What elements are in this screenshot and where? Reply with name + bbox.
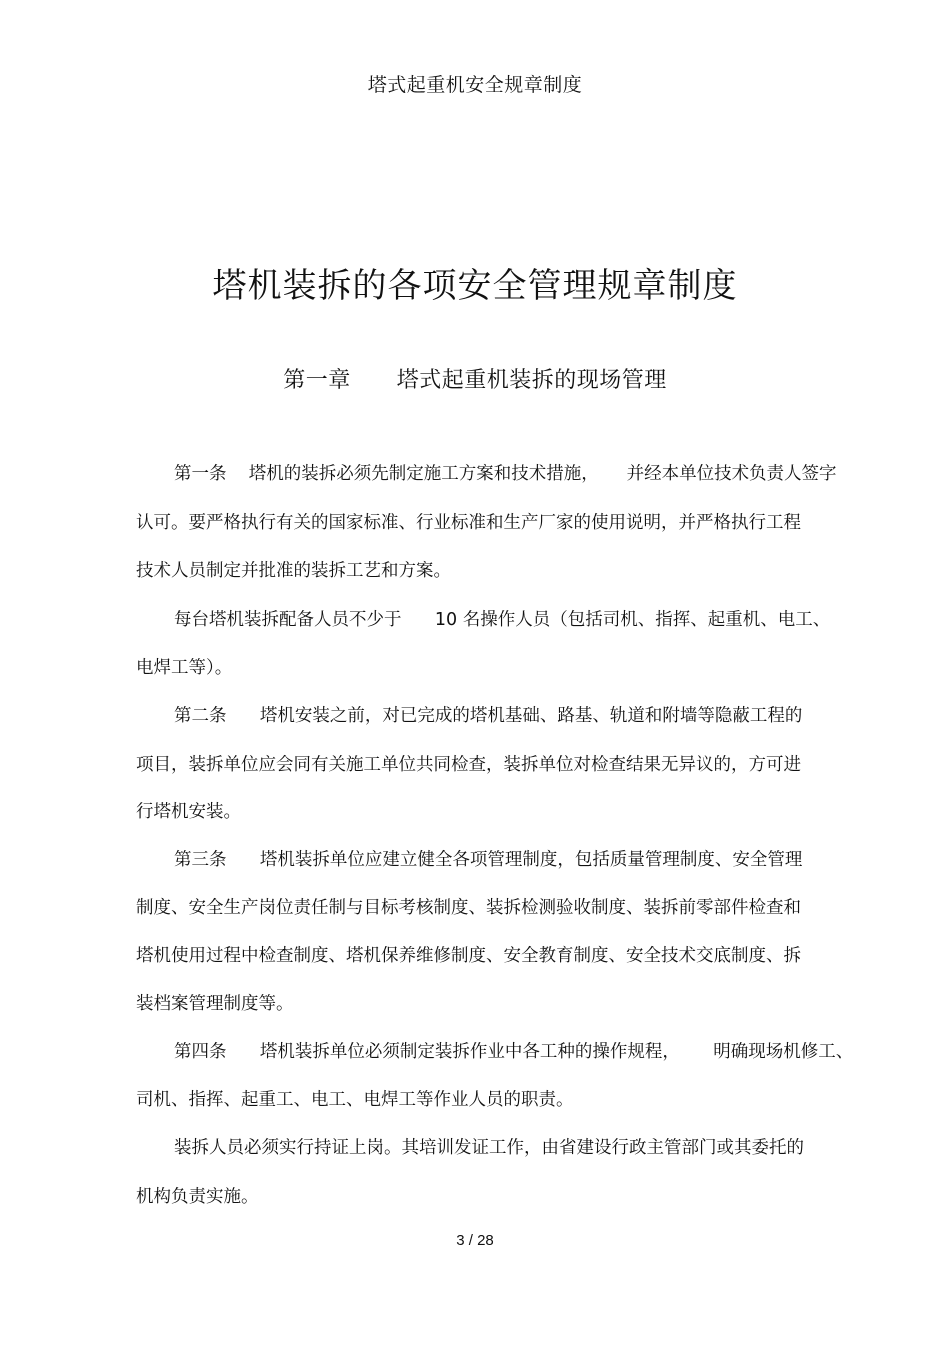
certification-line-1: 装拆人员必须实行持证上岗。其培训发证工作，由省建设行政主管部门或其委托的 xyxy=(174,1138,804,1158)
article-2-line-2: 项目，装拆单位应会同有关施工单位共同检查，装拆单位对检查结果无异议的，方可进 xyxy=(136,755,801,775)
page-number: 3 / 28 xyxy=(456,1232,494,1249)
staffing-line-1: 每台塔机装拆配备人员不少于 10 名操作人员（包括司机、指挥、起重机、电工、 xyxy=(174,610,831,630)
article-1-line-2: 认可。要严格执行有关的国家标准、行业标准和生产厂家的使用说明，并严格执行工程 xyxy=(136,513,801,533)
running-header: 塔式起重机安全规章制度 xyxy=(367,74,583,96)
staffing-line-2: 电焊工等）。 xyxy=(136,658,233,678)
article-3-line-4: 装档案管理制度等。 xyxy=(136,994,294,1014)
article-3-line-1: 第三条 塔机装拆单位应建立健全各项管理制度，包括质量管理制度、安全管理 xyxy=(174,850,803,870)
article-2-line-3: 行塔机安装。 xyxy=(136,802,241,822)
certification-line-2: 机构负责实施。 xyxy=(136,1187,259,1207)
document-title: 塔机装拆的各项安全管理规章制度 xyxy=(212,266,738,306)
article-4-line-2: 司机、指挥、起重工、电工、电焊工等作业人员的职责。 xyxy=(136,1090,574,1110)
article-2-line-1: 第二条 塔机安装之前，对已完成的塔机基础、路基、轨道和附墙等隐蔽工程的 xyxy=(174,706,803,726)
article-3-line-3: 塔机使用过程中检查制度、塔机保养维修制度、安全教育制度、安全技术交底制度、拆 xyxy=(136,946,801,966)
article-1-line-3: 技术人员制定并批准的装拆工艺和方案。 xyxy=(136,561,451,581)
chapter-number: 第一章 xyxy=(283,368,351,393)
document-body xyxy=(136,0,856,1346)
chapter-title: 塔式起重机装拆的现场管理 xyxy=(396,368,667,393)
article-3-line-2: 制度、安全生产岗位责任制与目标考核制度、装拆检测验收制度、装拆前零部件检查和 xyxy=(136,898,801,918)
article-1-line-1: 第一条 塔机的装拆必须先制定施工方案和技术措施， 并经本单位技术负责人签字 xyxy=(174,464,837,484)
article-4-line-1: 第四条 塔机装拆单位必须制定装拆作业中各工种的操作规程， 明确现场机修工、 xyxy=(174,1042,854,1062)
